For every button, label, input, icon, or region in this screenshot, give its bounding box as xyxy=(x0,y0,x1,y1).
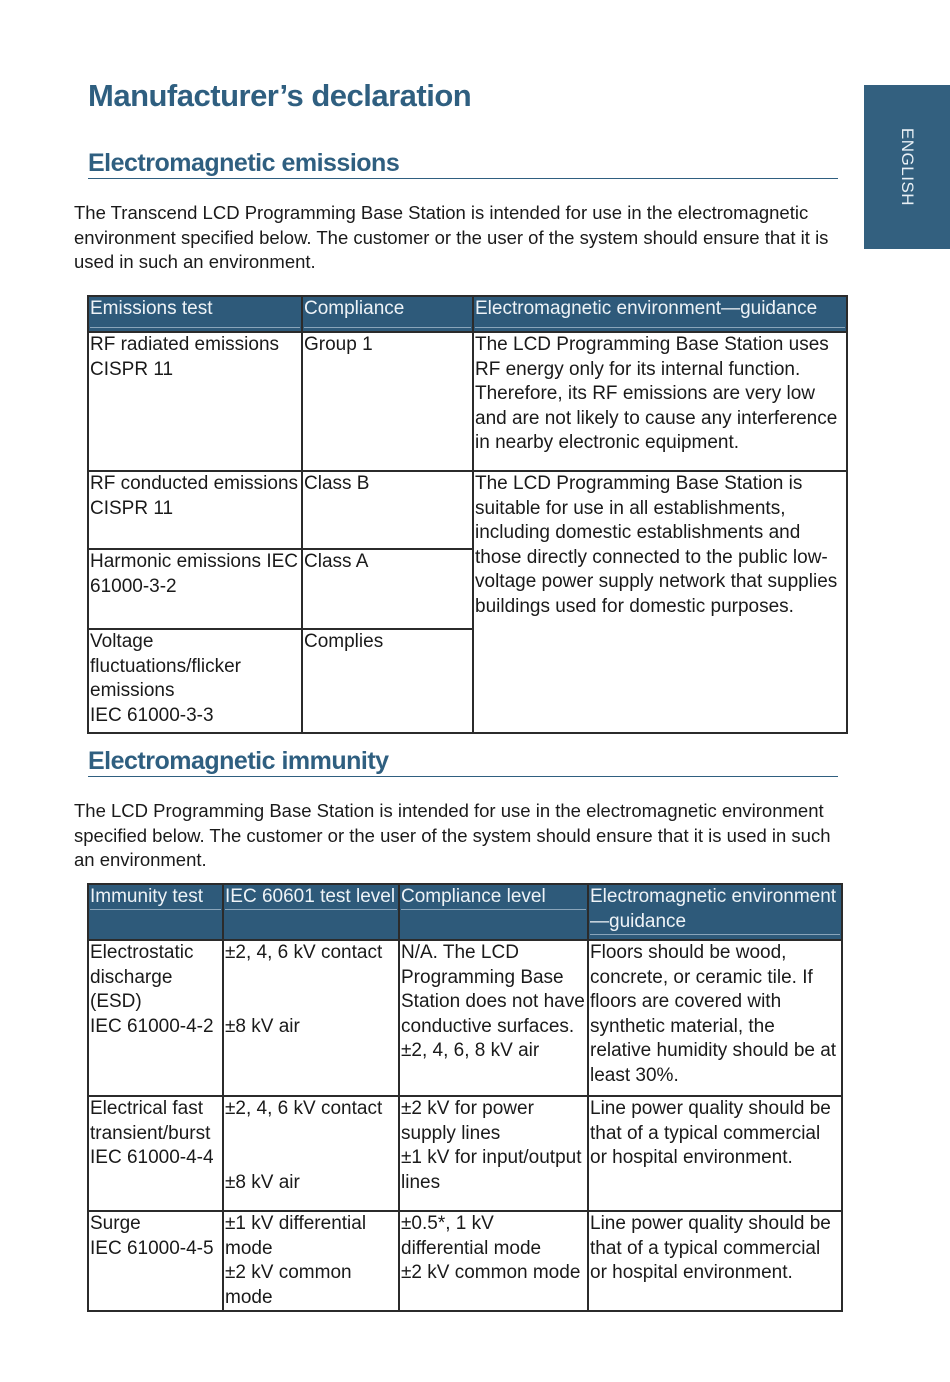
immunity-test-cell: Surge IEC 61000-4-5 xyxy=(88,1211,223,1311)
emissions-compliance-cell: Class A xyxy=(302,549,473,629)
emissions-test-cell: Harmonic emissions IEC 61000-3-2 xyxy=(88,549,302,629)
immunity-intro: The LCD Programming Base Station is intended for use in the electromagnetic environment specified below. The customer or the user of the system should ensure that it is used in such an environment. xyxy=(74,800,831,870)
immunity-header-row xyxy=(88,884,842,940)
immunity-header-level: IEC 60601 test level xyxy=(223,884,399,940)
immunity-test-cell: Electrical fast transient/burst IEC 61000-4-4 xyxy=(88,1096,223,1211)
emissions-compliance-cell: Group 1 xyxy=(302,332,473,471)
emissions-test-cell: RF conducted emissions CISPR 11 xyxy=(88,471,302,549)
language-tab-label: ENGLISH xyxy=(898,127,917,207)
table-row xyxy=(88,940,842,1096)
language-tab[interactable] xyxy=(864,85,950,249)
emissions-table xyxy=(87,295,848,734)
immunity-level-cell: ±2, 4, 6 kV contact ±8 kV air xyxy=(223,940,399,1096)
immunity-compliance-cell: N/A. The LCD Programming Base Station does not have conductive surfaces. ±2, 4, 6, 8 kV air xyxy=(399,940,588,1096)
immunity-compliance-cell: ±0.5*, 1 kV differential mode ±2 kV common mode xyxy=(399,1211,588,1311)
emissions-intro: The Transcend LCD Programming Base Station is intended for use in the electromagnetic environment specified below. The customer or the user of the system should ensure that it is used in such an environment. xyxy=(74,202,829,272)
emissions-guidance-cell: The LCD Programming Base Station uses RF energy only for its internal function. Therefore, its RF emissions are very low and are not likely to cause any interference in nearby electronic equipment. xyxy=(473,332,847,471)
emissions-header-guidance: Electromagnetic environment—guidance xyxy=(473,296,847,332)
immunity-header-test: Immunity test xyxy=(88,884,223,940)
immunity-heading: Electromagnetic immunity xyxy=(88,746,838,777)
emissions-guidance-cell: The LCD Programming Base Station is suitable for use in all establishments, including domestic establishments and those directly connected to the public low-voltage power supply network that supplies buildings used for domestic purposes. xyxy=(473,471,847,733)
emissions-test-cell: RF radiated emissions CISPR 11 xyxy=(88,332,302,471)
immunity-level-cell: ±2, 4, 6 kV contact ±8 kV air xyxy=(223,1096,399,1211)
immunity-guidance-cell: Line power quality should be that of a typical commercial or hospital environment. xyxy=(588,1096,842,1211)
immunity-table xyxy=(87,883,843,1312)
emissions-header-test: Emissions test xyxy=(88,296,302,332)
emissions-header-compliance: Compliance xyxy=(302,296,473,332)
emissions-compliance-cell: Class B xyxy=(302,471,473,549)
table-row xyxy=(88,332,847,471)
immunity-guidance-cell: Floors should be wood, concrete, or ceramic tile. If floors are covered with synthetic material, the relative humidity should be at least 30%. xyxy=(588,940,842,1096)
immunity-test-cell: Electrostatic discharge (ESD) IEC 61000-4-2 xyxy=(88,940,223,1096)
emissions-heading: Electromagnetic emissions xyxy=(88,148,838,179)
immunity-guidance-cell: Line power quality should be that of a typical commercial or hospital environment. xyxy=(588,1211,842,1311)
page-title: Manufacturer’s declaration xyxy=(88,78,472,113)
table-row xyxy=(88,1211,842,1311)
immunity-compliance-cell: ±2 kV for power supply lines ±1 kV for input/output lines xyxy=(399,1096,588,1211)
emissions-test-cell: Voltage fluctuations/flicker emissions IEC 61000-3-3 xyxy=(88,629,302,733)
table-row xyxy=(88,1096,842,1211)
table-row xyxy=(88,471,847,549)
emissions-compliance-cell: Complies xyxy=(302,629,473,733)
emissions-header-row xyxy=(88,296,847,332)
immunity-header-guidance: Electromagnetic environment—guidance xyxy=(588,884,842,940)
immunity-level-cell: ±1 kV differential mode ±2 kV common mode xyxy=(223,1211,399,1311)
immunity-header-compliance: Compliance level xyxy=(399,884,588,940)
